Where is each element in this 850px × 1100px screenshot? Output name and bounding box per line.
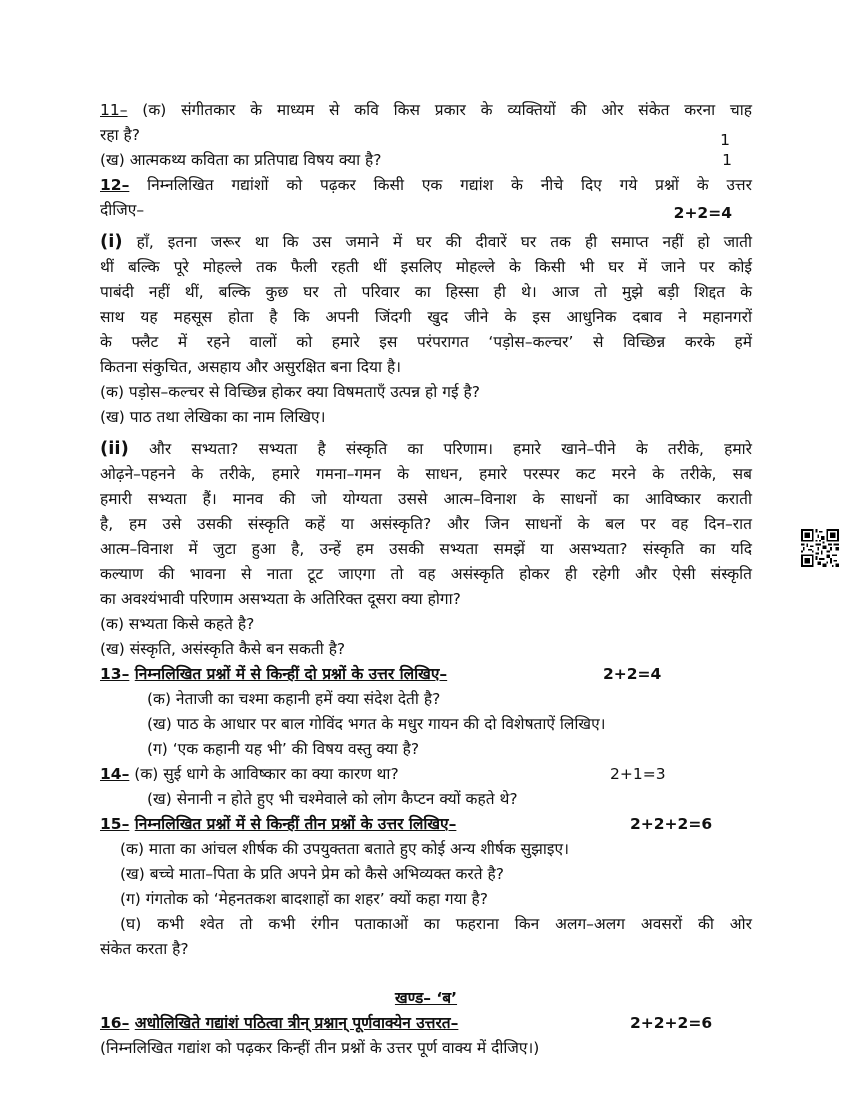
q12-p2-question-b: (ख) संस्कृति, असंस्कृति कैसे बन सकती है? [100,640,346,658]
q11-a-text: (क) संगीतकार के माध्यम से कवि किस प्रकार के व्यक्तियों की ओर संकेत करना चाह [142,101,752,119]
q12-p1-question-b: (ख) पाठ तथा लेखिका का नाम लिखिए। [100,408,326,426]
q14-marks: 2+1=3 [610,765,666,783]
q16-number: 16– [100,1014,130,1032]
q16-head [100,1011,752,1036]
q12-head-text: निम्नलिखित गद्यांशों को पढ़कर किसी एक गद्यांश के नीचे दिए गये प्रश्नों के उत्तर [147,176,752,194]
q12-p1-line: साथ यह महसूस होता है कि अपनी जिंदगी खुद जीने के इस आधुनिक दबाव ने महानगरों [100,308,752,326]
exam-page [100,98,752,1061]
qr-code-icon [801,529,839,567]
q13-number: 13– [100,665,130,683]
q11-a-text-cont: रहा है? [100,126,140,144]
section-b-title-text: खण्ड– ‘ब’ [394,989,458,1007]
q14-b-line: (ख) सेनानी न होते हुए भी चश्मेवाले को लोग कैप्टन क्यों कहते थे? [147,790,518,808]
q11-a-line1 [100,98,752,123]
q12-p1-line: थीं बल्कि पूरे मोहल्ले तक फैली रहती थीं इसलिए मोहल्ले के किसी भी घर में जाने पर कोई [100,258,752,276]
q16-instruction: (निम्नलिखित गद्यांश को पढ़कर किन्हीं तीन प्रश्नों के उत्तर पूर्ण वाक्य में दीजिए।) [100,1039,540,1057]
q14-a-line [100,762,752,787]
q12-p2-line: है, हम उसे उसकी संस्कृति कहें या असंस्कृति? और जिन साधनों के बल पर वह दिन–रात [100,515,752,533]
q13-head-text: निम्नलिखित प्रश्नों में से किन्हीं दो प्रश्नों के उत्तर लिखिए– [134,665,448,683]
q12-p2-text: और सभ्यता? सभ्यता है संस्कृति का परिणाम। हमारे खाने–पीने के तरीके, हमारे [128,440,752,458]
q11-number: 11– [100,101,128,119]
q13-item: (ग) ‘एक कहानी यह भी’ की विषय वस्तु क्या है? [147,740,420,758]
q12-p1-question-a: (क) पड़ोस–कल्चर से विच्छिन्न होकर क्या विषमताएँ उत्पन्न हो गई है? [100,383,480,401]
q12-head-line1 [100,173,752,198]
q14-a-text: (क) सुई धागे के आविष्कार का क्या कारण था? [134,765,399,783]
q12-p1-text: हाँ, इतना जरूर था कि उस जमाने में घर की दीवारें घर तक ही समाप्त नहीं हो जाती [122,233,752,251]
q12-number: 12– [100,176,130,194]
q12-p2-line: ओढ़ने–पहनने के तरीके, हमारे गमना–गमन के साधन, हमारे परस्पर कट मरने के तरीके, सब [100,465,752,483]
q13-head [100,662,752,687]
q13-item: (क) नेताजी का चश्मा कहानी हमें क्या संदेश देती है? [147,690,441,708]
q12-p2-question-a: (क) सभ्यता किसे कहते है? [100,615,255,633]
q11-b-text: (ख) आत्मकथ्य कविता का प्रतिपाद्य विषय क्या है? [100,151,382,169]
q12-head-line2 [100,198,752,223]
q12-p1-line: पाबंदी नहीं थीं, बल्कि कुछ घर तो परिवार का हिस्सा ही थे। आज तो मुझे बड़ी शिद्दत के [100,283,752,301]
q15-marks: 2+2+2=6 [630,815,713,833]
q12-p1-line: के फ्लैट में रहने वालों को हमारे इस परंपरागत ‘पड़ोस–कल्चर’ से विच्छिन्न करके हमें [100,333,752,351]
q11-a-line2 [100,123,752,148]
q12-p2-line [100,436,752,462]
q16-marks: 2+2+2=6 [630,1014,713,1032]
q13-item: (ख) पाठ के आधार पर बाल गोविंद भगत के मधुर गायन की दो विशेषताऐं लिखिए। [147,715,606,733]
q11-a-marks: 1 [720,131,730,149]
q15-item: (क) माता का आंचल शीर्षक की उपयुक्तता बताते हुए कोई अन्य शीर्षक सुझाइए। [120,840,569,858]
q14-number: 14– [100,765,130,783]
q16-head-text: अधोलिखिते गद्यांशं पठित्वा त्रीन् प्रश्नान् पूर्णवाक्येन उत्तरत– [134,1014,459,1032]
q15-head [100,812,752,837]
q13-marks: 2+2=4 [603,665,662,683]
q15-item-d-line2: संकेत करता है? [100,940,189,958]
q12-p2-line: कल्याण की भावना से नाता टूट जाएगा तो वह असंस्कृति होकर ही रहेगी और ऐसी संस्कृति [100,565,752,583]
q11-b-line [100,148,752,173]
q12-p2-line: आत्म–विनाश में जुटा हुआ है, उन्हें हम उसकी सभ्यता समझें या असभ्यता? संस्कृति का यदि [100,540,752,558]
q11-b-marks: 1 [722,151,732,169]
q12-marks: 2+2=4 [673,204,732,222]
q12-p1-label: (i) [100,231,123,252]
q15-item: (ख) बच्चे माता–पिता के प्रति अपने प्रेम को कैसे अभिव्यक्त करते है? [120,865,504,883]
q12-p2-label: (ii) [100,438,129,459]
q15-item-d-line1: (घ) कभी श्वेत तो कभी रंगीन पताकाओं का फहराना किन अलग–अलग अवसरों की ओर [120,915,752,933]
q12-head-text-cont: दीजिए– [100,201,145,219]
section-b-title [100,986,752,1011]
q15-item: (ग) गंगतोक को ‘मेहनतकश बादशाहों का शहर’ क्यों कहा गया है? [120,890,489,908]
q15-number: 15– [100,815,130,833]
q15-head-text: निम्नलिखित प्रश्नों में से किन्हीं तीन प्रश्नों के उत्तर लिखिए– [134,815,457,833]
q12-p2-line: का अवश्यंभावी परिणाम असभ्यता के अतिरिक्त दूसरा क्या होगा? [100,590,461,608]
q12-p1-line: कितना संकुचित, असहाय और असुरक्षित बना दिया है। [100,358,402,376]
q12-p2-line: हमारी सभ्यता हैं। मानव की जो योग्यता उससे आत्म–विनाश के साधनों का आविष्कार कराती [100,490,752,508]
q12-p1-line [100,229,752,255]
